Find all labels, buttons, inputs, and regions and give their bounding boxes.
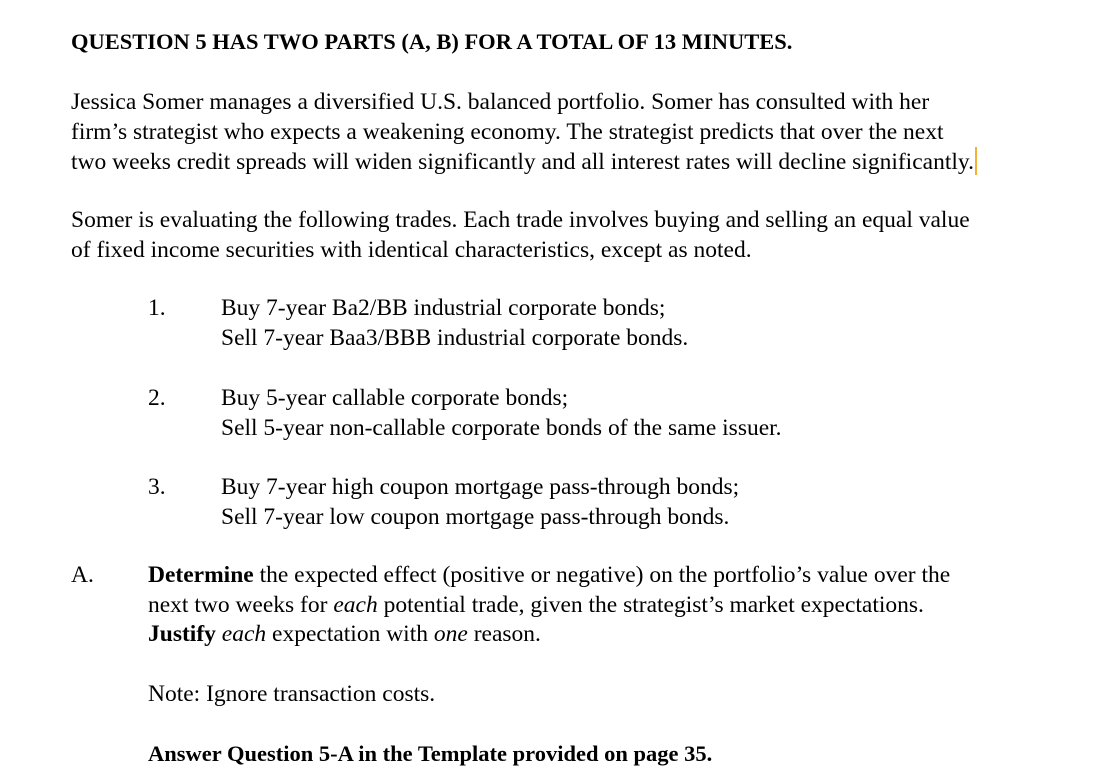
trade-text (221, 384, 782, 443)
trade-sell: Sell 7-year Baa3/BBB industrial corporate bonds. (221, 324, 689, 351)
part-a-line-3 (148, 620, 950, 650)
trade-buy: Buy 7-year Ba2/BB industrial corporate bonds; (221, 295, 666, 321)
each-emphasis: each (333, 591, 378, 618)
part-a-line-1 (148, 561, 950, 591)
trade-buy: Buy 5-year callable corporate bonds; (221, 385, 569, 411)
part-a-line-3-end: reason. (467, 621, 541, 647)
trade-number: 2. (148, 385, 166, 411)
intro-line-3: two weeks credit spreads will widen significantly and all interest rates will decline significantly. (71, 149, 974, 175)
intro-line-2: firm’s strategist who expects a weakening economy. The strategist predicts that over the next (71, 118, 944, 145)
part-a-letter: A. (71, 562, 94, 588)
each-emphasis: each (221, 621, 267, 647)
trade-number: 1. (148, 295, 166, 321)
trade-sell: Sell 7-year low coupon mortgage pass-through bonds. (221, 503, 730, 530)
trade-text (221, 294, 688, 353)
answer-instruction: Answer Question 5-A in the Template provided on page 35. (148, 741, 713, 766)
evaluation-paragraph (71, 206, 1081, 265)
trade-sell: Sell 5-year non-callable corporate bonds of the same issuer. (221, 414, 782, 441)
intro-paragraph (71, 88, 1081, 178)
trade-number: 3. (148, 474, 166, 500)
intro-line-3-wrap (71, 147, 1081, 178)
note-text: Note: Ignore transaction costs. (148, 681, 436, 707)
trade-text (221, 473, 739, 532)
justify-keyword: Justify (148, 621, 216, 647)
one-emphasis: one (433, 621, 468, 647)
determine-keyword: Determine (148, 562, 254, 588)
part-a-line-3-text: expectation with (266, 621, 434, 647)
part-a-line-2-text: next two weeks for (148, 591, 334, 618)
part-a-line-1-text: the expected effect (positive or negative) on the portfolio’s value over the (253, 562, 951, 588)
intro-line-1: Jessica Somer manages a diversified U.S. balanced portfolio. Somer has consulted with her (71, 89, 930, 115)
trade-buy: Buy 7-year high coupon mortgage pass-through bonds; (221, 474, 740, 500)
evaluation-line-2: of fixed income securities with identical characteristics, except as noted. (71, 236, 752, 263)
text-cursor (975, 147, 977, 175)
part-a-line-2-end: potential trade, given the strategist’s market expectations. (377, 591, 924, 618)
evaluation-line-1: Somer is evaluating the following trades. Each trade involves buying and selling an equal value (71, 207, 970, 233)
question-heading: QUESTION 5 HAS TWO PARTS (A, B) FOR A TOTAL OF 13 MINUTES. (71, 29, 793, 54)
part-a-instructions (148, 561, 950, 650)
part-a-line-2 (148, 591, 950, 621)
